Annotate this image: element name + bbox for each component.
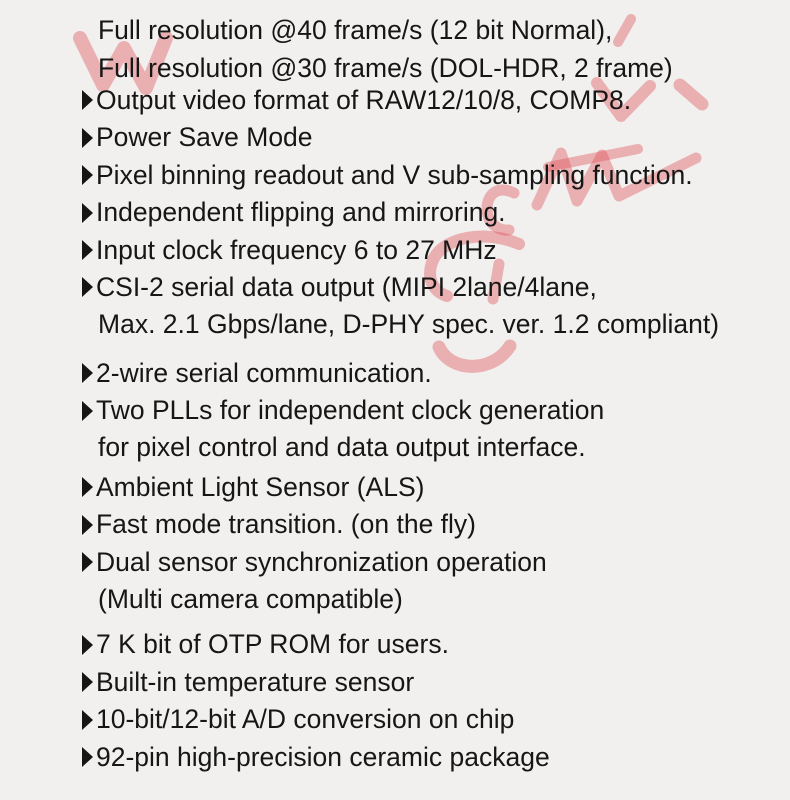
bullet-triangle-icon (82, 203, 93, 223)
feature-group (82, 355, 790, 467)
bullet-triangle-icon (82, 747, 93, 767)
bullet-triangle-icon (82, 552, 93, 572)
feature-item (82, 194, 790, 231)
bullet-triangle-icon (82, 401, 93, 421)
feature-item (82, 626, 790, 663)
feature-text: Fast mode transition. (on the fly) (96, 509, 476, 540)
bullet-triangle-icon (82, 165, 93, 185)
bullet-triangle-icon (82, 363, 93, 383)
feature-item (82, 469, 790, 506)
feature-text: Two PLLs for independent clock generation (96, 395, 605, 426)
feature-item (82, 392, 790, 429)
bullet-triangle-icon (82, 240, 93, 260)
feature-text: 2-wire serial communication. (96, 357, 432, 388)
feature-text: 92-pin high-precision ceramic package (96, 741, 550, 772)
feature-text: Max. 2.1 Gbps/lane, D-PHY spec. ver. 1.2 compliant) (98, 309, 720, 340)
feature-text: Dual sensor synchronization operation (96, 546, 547, 577)
feature-item-continuation (82, 306, 790, 343)
feature-item (82, 701, 790, 738)
bullet-triangle-icon (82, 710, 93, 730)
bullet-triangle-icon (82, 477, 93, 497)
feature-text: Output video format of RAW12/10/8, COMP8. (96, 84, 632, 115)
bullet-triangle-icon (82, 128, 93, 148)
feature-item (82, 506, 790, 543)
feature-text: 7 K bit of OTP ROM for users. (96, 629, 449, 660)
feature-item-continuation (82, 12, 790, 49)
feature-item (82, 157, 790, 194)
feature-item-continuation (82, 581, 790, 618)
feature-text: Input clock frequency 6 to 27 MHz (96, 234, 497, 265)
feature-item (82, 119, 790, 156)
feature-text: CSI-2 serial data output (MIPI 2lane/4lane, (96, 271, 597, 302)
feature-item (82, 82, 790, 119)
feature-text: Built-in temperature sensor (96, 666, 415, 697)
feature-item (82, 543, 790, 580)
feature-item (82, 355, 790, 392)
feature-text: Full resolution @40 frame/s (12 bit Normal), (98, 15, 613, 46)
bullet-triangle-icon (82, 277, 93, 297)
feature-group (82, 82, 790, 344)
feature-text: Pixel binning readout and V sub-sampling function. (96, 159, 693, 190)
feature-text: Power Save Mode (96, 122, 313, 153)
feature-group (82, 12, 790, 87)
feature-text: Full resolution @30 frame/s (DOL-HDR, 2 frame) (98, 52, 673, 83)
feature-text: (Multi camera compatible) (98, 584, 403, 615)
feature-item (82, 664, 790, 701)
bullet-triangle-icon (82, 515, 93, 535)
feature-group (82, 469, 790, 619)
feature-item-continuation (82, 429, 790, 466)
feature-item (82, 231, 790, 268)
bullet-triangle-icon (82, 635, 93, 655)
feature-group (82, 626, 790, 776)
feature-text: 10-bit/12-bit A/D conversion on chip (96, 704, 515, 735)
feature-text: Ambient Light Sensor (ALS) (96, 471, 425, 502)
feature-item (82, 269, 790, 306)
feature-text: for pixel control and data output interface. (98, 432, 586, 463)
bullet-triangle-icon (82, 672, 93, 692)
feature-text: Independent flipping and mirroring. (96, 197, 506, 228)
bullet-triangle-icon (82, 90, 93, 110)
feature-item (82, 738, 790, 775)
